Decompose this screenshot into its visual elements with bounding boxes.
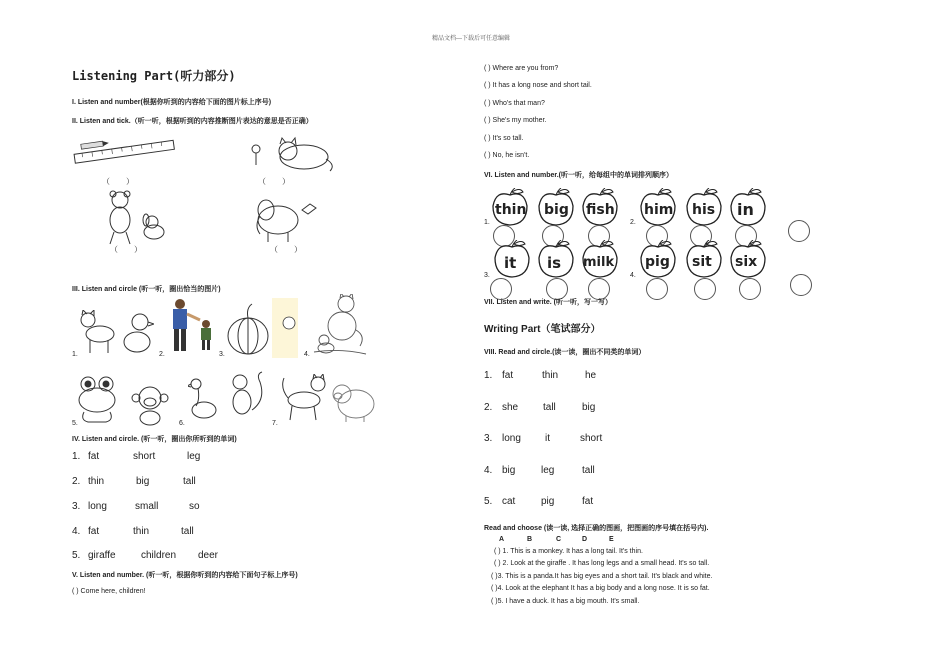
tick-paren-1[interactable]: （ ）: [102, 177, 134, 186]
apple-word-his: his: [692, 202, 716, 218]
left-row-1-word-1[interactable]: fat: [88, 451, 100, 462]
section-1-heading: I. Listen and number(根据你听到的内容给下面的图片标上序号): [72, 99, 272, 106]
right-row-3-num: 3.: [484, 433, 493, 444]
apple-word-big: big: [544, 202, 569, 218]
pumpkin-picture: [226, 300, 274, 356]
round-shape-picture: [282, 316, 296, 330]
right-row-4-word-3[interactable]: tall: [582, 465, 595, 476]
left-row-1-word-2[interactable]: short: [133, 451, 156, 462]
choice-letter-a: A: [499, 536, 505, 543]
left-row-5-word-2[interactable]: children: [141, 550, 177, 561]
writing-title: Writing Part（笔试部分）: [484, 324, 601, 335]
right-row-5-num: 5.: [484, 496, 493, 507]
man-and-boy-picture: [166, 298, 216, 354]
sentence-line-2: ( ) Where are you from?: [484, 65, 559, 72]
listening-title: Listening Part(听力部分): [72, 69, 236, 83]
circle-num-5: 5.: [72, 420, 78, 427]
apple-word-fish: fish: [586, 202, 615, 218]
tick-paren-3[interactable]: （ ）: [258, 177, 290, 186]
tick-paren-2[interactable]: （ ）: [110, 245, 142, 254]
sentence-line-3: ( ) It has a long nose and short tail.: [484, 82, 592, 89]
left-row-5-word-3[interactable]: deer: [198, 550, 219, 561]
frog-picture: [76, 374, 120, 424]
circle-num-4: 4.: [304, 351, 310, 358]
section-8-heading: VIII. Read and circle.(读一读，圈出不同类的单词）: [484, 349, 646, 356]
left-row-4-word-1[interactable]: fat: [88, 526, 100, 537]
choice-letter-b: B: [527, 536, 533, 543]
circle-num-7: 7.: [272, 420, 278, 427]
right-row-2-word-3[interactable]: big: [582, 402, 596, 413]
right-row-4-word-1[interactable]: big: [502, 465, 516, 476]
choose-line-3: ( )3. This is a panda.It has big eyes and a short tail. It's black and white.: [491, 573, 713, 580]
right-row-5-word-1[interactable]: cat: [502, 496, 516, 507]
right-row-5-word-2[interactable]: pig: [541, 496, 555, 507]
answer-circle-4-4[interactable]: [790, 274, 812, 296]
answer-circle-4-3[interactable]: [739, 278, 761, 300]
duck-picture: [120, 312, 154, 354]
choose-line-5: ( )5. I have a duck. It has a big mouth. It's small.: [491, 598, 640, 605]
left-row-2-word-2[interactable]: big: [136, 476, 150, 487]
right-row-1-num: 1.: [484, 370, 493, 381]
section-2-heading: II. Listen and tick.（听一听，根据听到的内容推断图片表达的意思是否正确）: [72, 118, 313, 125]
right-row-5-word-3[interactable]: fat: [582, 496, 594, 507]
section-5-heading: V. Listen and number. (听一听，根据你听到的内容给下面句子标上序号): [72, 572, 298, 579]
monkey-picture: [130, 384, 170, 426]
circle-num-2: 2.: [159, 351, 165, 358]
left-row-4-word-3[interactable]: tall: [181, 526, 194, 537]
left-row-2-word-3[interactable]: tall: [183, 476, 196, 487]
apple-word-is: is: [547, 254, 562, 272]
right-row-4-word-2[interactable]: leg: [541, 465, 555, 476]
right-row-3-word-2[interactable]: it: [545, 433, 550, 444]
right-row-2-word-1[interactable]: she: [502, 402, 519, 413]
ruler-pencil-picture: [72, 135, 180, 165]
apple-word-him: him: [644, 202, 674, 218]
right-row-1-word-2[interactable]: thin: [542, 370, 559, 381]
bear-and-dog-picture: [102, 190, 172, 248]
walking-cat-picture: [280, 374, 328, 424]
left-row-4-num: 4.: [72, 526, 81, 537]
sentence-line-5: ( ) She's my mother.: [484, 117, 547, 124]
right-row-2-num: 2.: [484, 402, 493, 413]
left-row-3-word-1[interactable]: long: [88, 501, 107, 512]
right-row-3-word-3[interactable]: short: [580, 433, 603, 444]
page-header: 精品文档---下载后可任意编辑: [432, 36, 510, 42]
left-row-1-word-3[interactable]: leg: [187, 451, 201, 462]
pig-picture: [330, 376, 378, 424]
cat-picture: [78, 310, 118, 355]
left-row-2-num: 2.: [72, 476, 81, 487]
apple-word-thin: thin: [495, 202, 527, 218]
cat-family-picture: [312, 294, 368, 356]
choose-line-2: ( ) 2. Look at the giraffe . It has long legs and a small head. It's so tall.: [494, 560, 710, 567]
circle-num-6: 6.: [179, 420, 185, 427]
squirrel-picture: [226, 370, 268, 422]
goose-picture: [188, 376, 218, 424]
left-row-3-word-2[interactable]: small: [135, 501, 159, 512]
elephant-and-bird-picture: [250, 192, 320, 244]
apple-group-1-num: 1.: [484, 219, 490, 226]
section-6-heading: VI. Listen and number.(听一听，给每组中的单词排列顺序）: [484, 172, 674, 179]
choose-line-1: ( ) 1. This is a monkey. It has a long tail. It's thin.: [494, 548, 643, 555]
cat-and-mouse-picture: [246, 135, 338, 175]
sentence-line-1: ( ) Come here, children!: [72, 588, 146, 595]
circle-num-3: 3.: [219, 351, 225, 358]
section-7-heading: VII. Listen and write. (听一听，写一写）: [484, 299, 612, 306]
choice-letter-d: D: [582, 536, 588, 543]
choice-letter-c: C: [556, 536, 562, 543]
section-3-heading: III. Listen and circle (听一听，圈出恰当的图片): [72, 286, 221, 293]
right-row-2-word-2[interactable]: tall: [543, 402, 556, 413]
apple-word-six: six: [735, 254, 758, 270]
apple-word-it: it: [504, 254, 517, 272]
left-row-5-num: 5.: [72, 550, 81, 561]
sentence-line-4: ( ) Who's that man?: [484, 100, 545, 107]
apple-group-2-num: 2.: [630, 219, 636, 226]
left-row-2-word-1[interactable]: thin: [88, 476, 105, 487]
left-row-4-word-2[interactable]: thin: [133, 526, 150, 537]
right-row-1-word-3[interactable]: he: [585, 370, 597, 381]
choice-letter-e: E: [609, 536, 614, 543]
circle-num-1: 1.: [72, 351, 78, 358]
apple-word-pig: pig: [645, 254, 670, 270]
left-row-3-num: 3.: [72, 501, 81, 512]
apple-group-4-num: 4.: [630, 272, 636, 279]
apple-word-in: in: [737, 200, 754, 219]
sentence-line-7: ( ) No, he isn't.: [484, 152, 530, 159]
choose-line-4: ( )4. Look at the elephant It has a big body and a long nose. It is so fat.: [491, 585, 710, 592]
tick-paren-4[interactable]: （ ）: [270, 245, 302, 254]
answer-circle-4-2[interactable]: [694, 278, 716, 300]
right-row-4-num: 4.: [484, 465, 493, 476]
section-4-heading: IV. Listen and circle. (听一听，圈出你所听到的单词): [72, 436, 237, 443]
apple-group-3-num: 3.: [484, 272, 490, 279]
apple-word-sit: sit: [692, 254, 712, 270]
left-row-5-word-1[interactable]: giraffe: [88, 550, 116, 561]
right-row-1-word-1[interactable]: fat: [502, 370, 514, 381]
answer-circle-2-4[interactable]: [788, 220, 810, 242]
answer-circle-4-1[interactable]: [646, 278, 668, 300]
left-row-3-word-3[interactable]: so: [189, 501, 200, 512]
right-row-3-word-1[interactable]: long: [502, 433, 521, 444]
left-row-1-num: 1.: [72, 451, 81, 462]
sentence-line-6: ( ) It's so tall.: [484, 135, 524, 142]
section-9-heading: Read and choose (读一读, 选择正确的图画，把图画的序号填在括号内).: [484, 525, 709, 532]
apple-word-milk: milk: [583, 255, 615, 270]
